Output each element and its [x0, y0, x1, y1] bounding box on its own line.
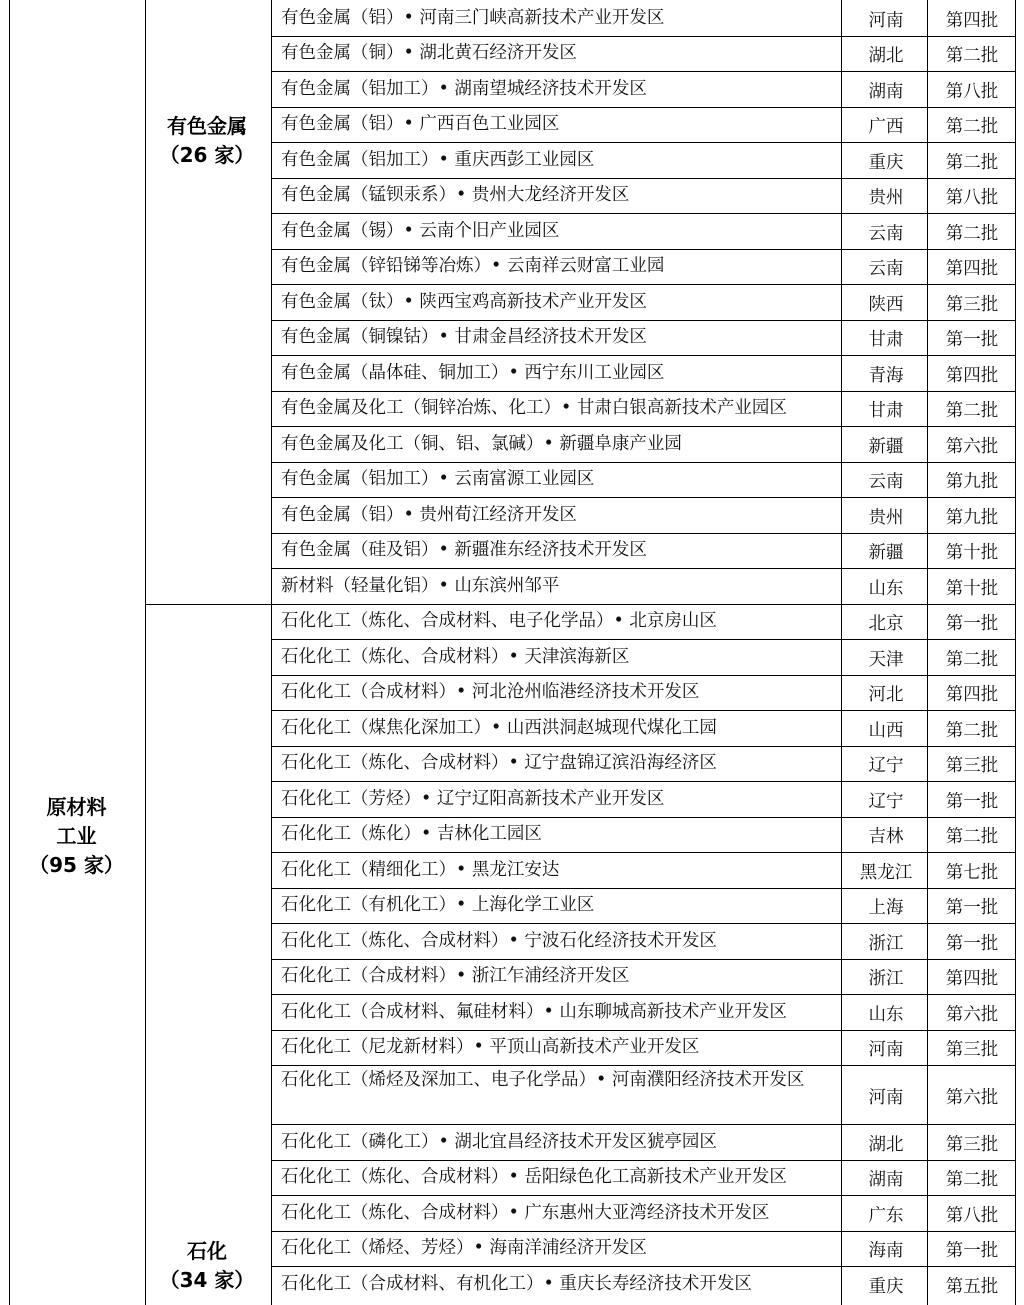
province-cell: 山东 [868, 578, 904, 599]
province-cell: 云南 [868, 472, 904, 493]
province-cell: 辽宁 [868, 756, 904, 777]
zone-name-cell: 有色金属（硅及铝）• 新疆准东经济技术开发区 [281, 540, 647, 561]
batch-cell: 第六批 [945, 1004, 999, 1025]
table-row [0, 320, 1024, 356]
province-cell: 辽宁 [868, 791, 904, 812]
province-cell: 湖北 [868, 1134, 904, 1155]
batch-cell: 第八批 [945, 81, 999, 102]
main-category-name: 原材料 [46, 795, 107, 819]
batch-cell: 第三批 [945, 1134, 999, 1155]
subcategory-nonferrous-count: （26 家） [159, 143, 255, 167]
province-cell: 河南 [868, 10, 904, 31]
table-row [0, 142, 1024, 178]
table-row [0, 1065, 1024, 1124]
table-row [0, 71, 1024, 107]
batch-cell: 第六批 [945, 436, 999, 457]
subcategory-petrochem-count: （34 家） [159, 1268, 255, 1292]
batch-cell: 第三批 [945, 1040, 999, 1061]
zone-name-cell: 有色金属（铝加工）• 湖南望城经济技术开发区 [281, 78, 647, 99]
main-category-name-line2: 工业 [56, 824, 97, 848]
batch-cell: 第一批 [945, 330, 999, 351]
batch-cell: 第一批 [945, 898, 999, 919]
table-row [0, 533, 1024, 569]
province-cell: 北京 [868, 614, 904, 635]
province-cell: 青海 [868, 365, 904, 386]
zone-name-cell: 有色金属（锰钡汞系）• 贵州大龙经济开发区 [281, 185, 630, 206]
table-row [0, 249, 1024, 285]
batch-cell: 第四批 [945, 969, 999, 990]
zone-name-cell: 石化化工（尼龙新材料）• 平顶山高新技术产业开发区 [281, 1037, 700, 1058]
zone-name-cell: 有色金属（铝）• 广西百色工业园区 [281, 114, 560, 135]
province-cell: 海南 [868, 1241, 904, 1262]
batch-cell: 第九批 [945, 507, 999, 528]
province-cell: 贵州 [868, 188, 904, 209]
table-row [0, 923, 1024, 959]
zone-name-cell: 有色金属（铜镍钴）• 甘肃金昌经济技术开发区 [281, 327, 647, 348]
table-row [0, 0, 1024, 36]
zone-name-cell: 石化化工（精细化工）• 黑龙江安达 [281, 859, 560, 880]
table-row [0, 1030, 1024, 1066]
batch-cell: 第七批 [945, 862, 999, 883]
province-cell: 山西 [868, 720, 904, 741]
batch-cell: 第九批 [945, 472, 999, 493]
zone-name-cell: 石化化工（合成材料）• 河北沧州临港经济技术开发区 [281, 682, 700, 703]
province-cell: 广东 [868, 1205, 904, 1226]
table-row [0, 604, 1024, 640]
batch-cell: 第十批 [945, 578, 999, 599]
batch-cell: 第十批 [945, 543, 999, 564]
zone-name-cell: 石化化工（合成材料、氟硅材料）• 山东聊城高新技术产业开发区 [281, 1001, 787, 1022]
zone-name-cell: 石化化工（炼化、合成材料）• 天津滨海新区 [281, 646, 630, 667]
batch-cell: 第一批 [945, 791, 999, 812]
subcategory-nonferrous-name: 有色金属 [167, 114, 247, 138]
batch-cell: 第一批 [945, 933, 999, 954]
province-cell: 湖南 [868, 81, 904, 102]
zone-name-cell: 石化化工（煤焦化深加工）• 山西洪洞赵城现代煤化工园 [281, 717, 717, 738]
table-row [0, 1266, 1024, 1302]
zone-name-cell: 有色金属（铝）• 贵州荀江经济开发区 [281, 504, 577, 525]
province-cell: 山东 [868, 1004, 904, 1025]
subcategory-petrochem-name: 石化 [187, 1239, 227, 1263]
province-cell: 黑龙江 [859, 862, 913, 883]
province-cell: 云南 [868, 223, 904, 244]
table-row [0, 355, 1024, 391]
table-row [0, 781, 1024, 817]
zone-name-cell: 石化化工（有机化工）• 上海化学工业区 [281, 895, 595, 916]
province-cell: 河南 [868, 1087, 904, 1108]
main-category-count: （95 家） [29, 853, 124, 877]
zone-name-cell: 有色金属（铝加工）• 重庆西彭工业园区 [281, 149, 595, 170]
batch-cell: 第一批 [945, 1241, 999, 1262]
table-row [0, 213, 1024, 249]
zone-name-cell: 石化化工（炼化）• 吉林化工园区 [281, 824, 542, 845]
zone-name-cell: 有色金属（锌铅锑等冶炼）• 云南祥云财富工业园 [281, 256, 665, 277]
province-cell: 浙江 [868, 933, 904, 954]
batch-cell: 第二批 [945, 1170, 999, 1191]
table-row [0, 107, 1024, 143]
table-row [0, 888, 1024, 924]
table-row [0, 746, 1024, 782]
zone-name-cell: 有色金属（锡）• 云南个旧产业园区 [281, 220, 560, 241]
batch-cell: 第二批 [945, 46, 999, 67]
zone-name-cell: 石化化工（磷化工）• 湖北宜昌经济技术开发区猇亭园区 [281, 1131, 717, 1152]
batch-cell: 第二批 [945, 401, 999, 422]
table-row [0, 426, 1024, 462]
table-row [0, 36, 1024, 72]
table-row [0, 1195, 1024, 1231]
zone-name-cell: 新材料（轻量化铝）• 山东滨州邹平 [281, 575, 560, 596]
table-row [0, 994, 1024, 1030]
table-row [0, 568, 1024, 604]
province-cell: 陕西 [868, 294, 904, 315]
batch-cell: 第八批 [945, 188, 999, 209]
batch-cell: 第一批 [945, 614, 999, 635]
zone-name-cell: 有色金属及化工（铜、铝、氯碱）• 新疆阜康产业园 [281, 433, 682, 454]
zone-name-cell: 石化化工（芳烃）• 辽宁辽阳高新技术产业开发区 [281, 788, 665, 809]
zone-name-cell: 有色金属（铝）• 河南三门峡高新技术产业开发区 [281, 7, 665, 28]
zone-name-cell: 有色金属及化工（铜锌冶炼、化工）• 甘肃白银高新技术产业园区 [281, 398, 787, 419]
province-cell: 重庆 [868, 152, 904, 173]
zone-name-cell: 石化化工（烯烃及深加工、电子化学品）• 河南濮阳经济技术开发区 [281, 1070, 805, 1090]
table-row [0, 817, 1024, 853]
zone-name-cell: 石化化工（炼化、合成材料）• 岳阳绿色化工高新技术产业开发区 [281, 1167, 787, 1188]
batch-cell: 第三批 [945, 756, 999, 777]
zone-name-cell: 石化化工（合成材料、有机化工）• 重庆长寿经济技术开发区 [281, 1273, 752, 1294]
batch-cell: 第四批 [945, 685, 999, 706]
province-cell: 重庆 [868, 1276, 904, 1297]
batch-cell: 第六批 [945, 1087, 999, 1108]
batch-cell: 第四批 [945, 10, 999, 31]
province-cell: 湖北 [868, 46, 904, 67]
zone-name-cell: 石化化工（合成材料）• 浙江乍浦经济开发区 [281, 966, 630, 987]
province-cell: 甘肃 [868, 330, 904, 351]
zone-name-cell: 石化化工（炼化、合成材料）• 宁波石化经济技术开发区 [281, 930, 717, 951]
province-cell: 天津 [868, 649, 904, 670]
zone-name-cell: 石化化工（炼化、合成材料）• 广东惠州大亚湾经济技术开发区 [281, 1202, 770, 1223]
table-row [0, 1124, 1024, 1160]
table-row [0, 284, 1024, 320]
province-cell: 广西 [868, 117, 904, 138]
province-cell: 甘肃 [868, 401, 904, 422]
province-cell: 新疆 [868, 436, 904, 457]
batch-cell: 第三批 [945, 294, 999, 315]
zone-name-cell: 石化化工（炼化、合成材料）• 辽宁盘锦辽滨沿海经济区 [281, 753, 717, 774]
batch-cell: 第二批 [945, 117, 999, 138]
zone-name-cell: 有色金属（铝加工）• 云南富源工业园区 [281, 469, 595, 490]
province-cell: 吉林 [868, 827, 904, 848]
batch-cell: 第二批 [945, 649, 999, 670]
table-row [0, 1160, 1024, 1196]
table-row [0, 639, 1024, 675]
zone-name-cell: 有色金属（铜）• 湖北黄石经济开发区 [281, 43, 577, 64]
province-cell: 上海 [868, 898, 904, 919]
province-cell: 河北 [868, 685, 904, 706]
batch-cell: 第五批 [945, 1276, 999, 1297]
province-cell: 浙江 [868, 969, 904, 990]
table-row [0, 675, 1024, 711]
table-row [0, 391, 1024, 427]
batch-cell: 第四批 [945, 365, 999, 386]
province-cell: 云南 [868, 259, 904, 280]
zone-name-cell: 有色金属（钛）• 陕西宝鸡高新技术产业开发区 [281, 291, 647, 312]
batch-cell: 第二批 [945, 720, 999, 741]
batch-cell: 第二批 [945, 152, 999, 173]
table-row [0, 497, 1024, 533]
province-cell: 湖南 [868, 1170, 904, 1191]
zone-name-cell: 石化化工（炼化、合成材料、电子化学品）• 北京房山区 [281, 611, 717, 632]
zone-name-cell: 石化化工（烯烃、芳烃）• 海南洋浦经济开发区 [281, 1238, 647, 1259]
table-row [0, 710, 1024, 746]
province-cell: 贵州 [868, 507, 904, 528]
batch-cell: 第二批 [945, 827, 999, 848]
province-cell: 河南 [868, 1040, 904, 1061]
table-row [0, 959, 1024, 995]
batch-cell: 第二批 [945, 223, 999, 244]
table-row [0, 178, 1024, 214]
province-cell: 新疆 [868, 543, 904, 564]
batch-cell: 第四批 [945, 259, 999, 280]
table-row [0, 1231, 1024, 1267]
batch-cell: 第八批 [945, 1205, 999, 1226]
zone-name-cell: 有色金属（晶体硅、铜加工）• 西宁东川工业园区 [281, 362, 665, 383]
table-row [0, 462, 1024, 498]
table-row [0, 852, 1024, 888]
